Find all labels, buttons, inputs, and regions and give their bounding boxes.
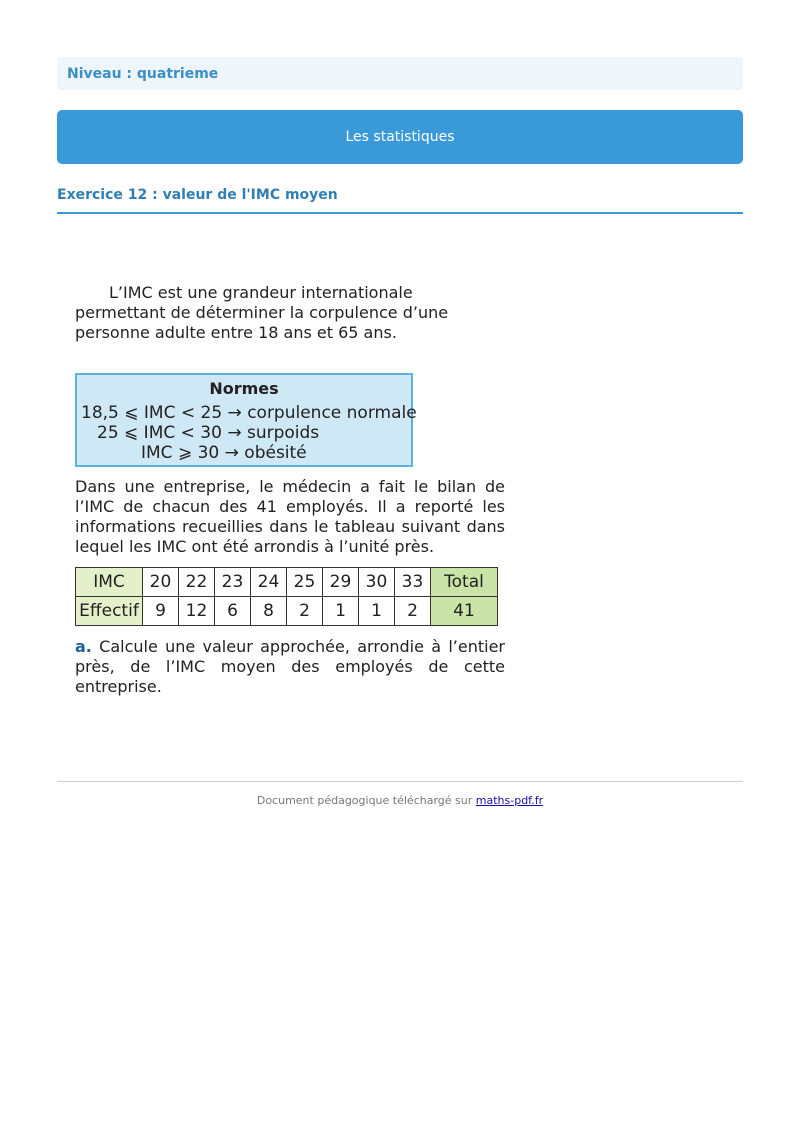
exercise-excerpt (75, 283, 505, 696)
table-cell: 24 (251, 568, 287, 597)
exercise-title: Exercice 12 : valeur de l'IMC moyen (57, 187, 338, 203)
footer-text: Document pédagogique téléchargé sur (256, 794, 473, 807)
table-cell: 12 (179, 597, 215, 626)
table-row-effectif (76, 597, 498, 626)
table-cell: 23 (215, 568, 251, 597)
footer-divider (57, 781, 743, 782)
title-banner (57, 110, 743, 164)
table-row-imc (76, 568, 498, 597)
table-cell: 29 (323, 568, 359, 597)
body-paragraph: Dans une entreprise, le médecin a fait le bilan de l’IMC de chacun des 41 employés. Il a reporté les informations recueillies dans le tableau suivant dans lequel les IMC ont été arrondis à l’unité près. (75, 477, 505, 556)
imc-table (75, 567, 498, 626)
footer (57, 794, 743, 807)
table-row-label: IMC (76, 568, 143, 597)
exercise-heading (57, 184, 743, 214)
norm-line-obesite: IMC ⩾ 30 → obésité (141, 443, 307, 463)
table-cell: 6 (215, 597, 251, 626)
normes-box (75, 373, 417, 467)
table-cell: 9 (143, 597, 179, 626)
level-bar (57, 57, 743, 90)
table-cell: 20 (143, 568, 179, 597)
question-letter: a. (75, 637, 92, 656)
banner-title: Les statistiques (345, 129, 455, 145)
footer-link[interactable]: maths-pdf.fr (475, 794, 544, 807)
level-label: Niveau : quatrieme (67, 65, 219, 82)
normes-title: Normes (209, 379, 279, 398)
table-cell: 2 (287, 597, 323, 626)
question-paragraph (75, 637, 505, 697)
intro-paragraph: L’IMC est une grandeur internationale permettant de déterminer la corpulence d’une personne adulte entre 18 ans et 65 ans. (75, 283, 449, 342)
question-text: Calcule une valeur approchée, arrondie à l’entier près, de l’IMC moyen des employés de cette entreprise. (75, 637, 505, 696)
table-cell: 33 (395, 568, 431, 597)
table-total-label: Total (431, 568, 498, 597)
table-cell: 8 (251, 597, 287, 626)
table-row-label: Effectif (76, 597, 143, 626)
table-cell: 1 (359, 597, 395, 626)
norm-line-normal: 18,5 ⩽ IMC < 25 → corpulence normale (81, 403, 417, 423)
table-cell: 2 (395, 597, 431, 626)
norm-line-surpoids: 25 ⩽ IMC < 30 → surpoids (97, 423, 320, 443)
table-cell: 1 (323, 597, 359, 626)
table-cell: 30 (359, 568, 395, 597)
table-total-value: 41 (431, 597, 498, 626)
table-cell: 25 (287, 568, 323, 597)
table-cell: 22 (179, 568, 215, 597)
